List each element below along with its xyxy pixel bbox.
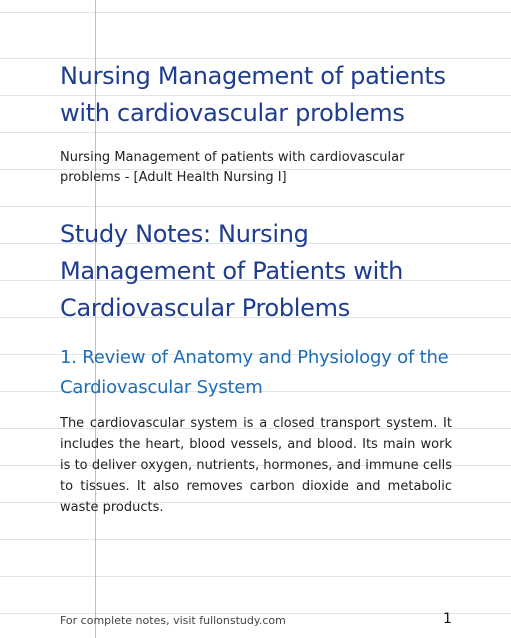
footer-text: For complete notes, visit fullonstudy.com: [60, 614, 286, 627]
page-subtitle: Nursing Management of patients with cardiovascular problems - [Adult Health Nursing I]: [60, 150, 405, 185]
section-paragraph: The cardiovascular system is a closed transport system. It includes the heart, blood vessels, and blood. Its main work is to deliver oxygen, nutrients, hormones, and immune cells to tissues. It also removes carbon dioxide and metabolic waste products.: [60, 416, 452, 515]
section-heading: 1. Review of Anatomy and Physiology of the Cardiovascular System: [60, 347, 449, 398]
page-title: Nursing Management of patients with cardiovascular problems: [60, 62, 446, 127]
study-notes-heading: Study Notes: Nursing Management of Patients with Cardiovascular Problems: [60, 220, 404, 322]
page-number: 1: [443, 611, 452, 627]
